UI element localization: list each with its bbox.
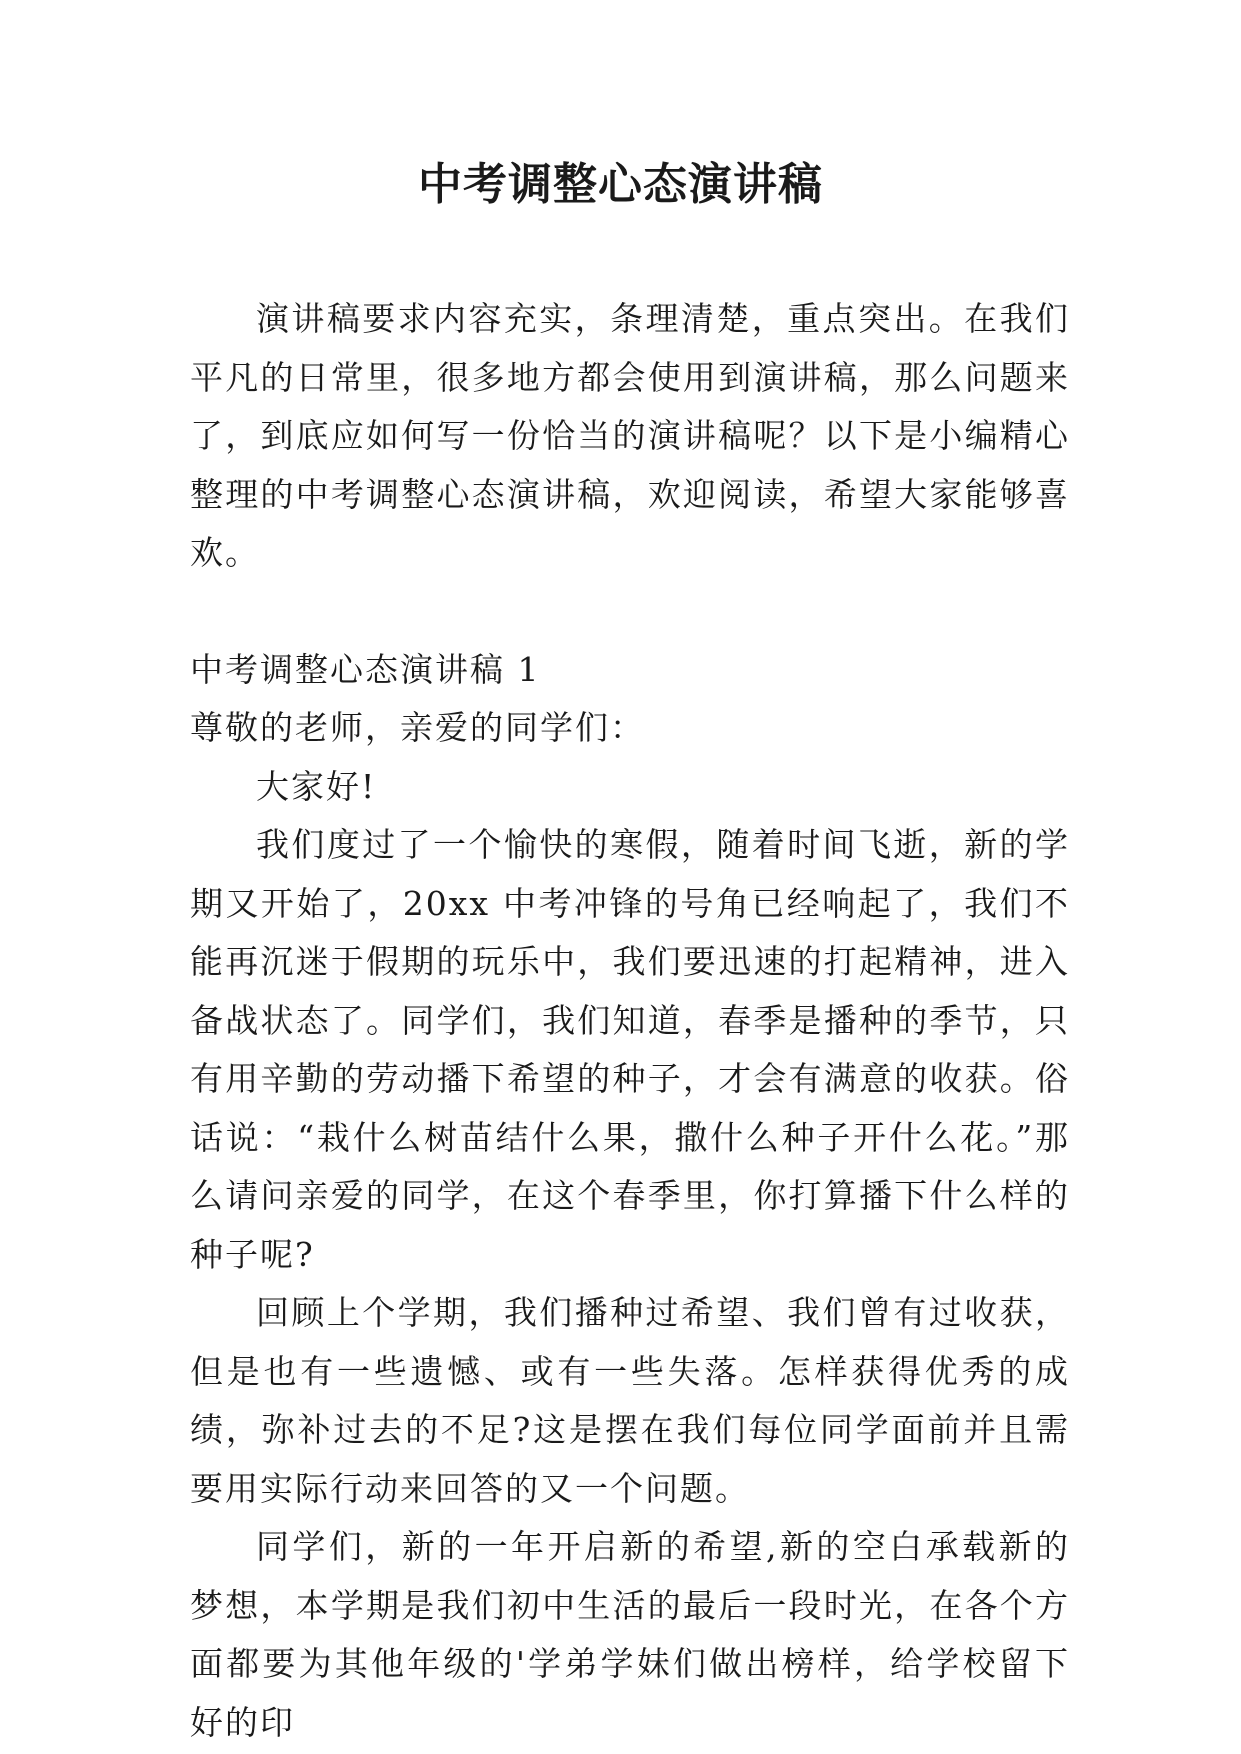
document-title: 中考调整心态演讲稿 (418, 159, 823, 210)
document-body (190, 290, 1070, 1752)
body-paragraph: 回顾上个学期，我们播种过希望、我们曾有过收获，但是也有一些遗憾、或有一些失落。怎样获得优秀的成绩，弥补过去的不足?这是摆在我们每位同学面前并且需要用实际行动来回答的又一个问题。 (190, 1293, 1070, 1508)
section-heading: 中考调整心态演讲稿 1 (190, 649, 541, 689)
body-paragraph: 同学们，新的一年开启新的希望,新的空白承载新的梦想，本学期是我们初中生活的最后一段时光，在各个方面都要为其他年级的'学弟学妹们做出榜样，给学校留下好的印 (190, 1527, 1070, 1742)
paragraph-spacer (190, 583, 1070, 641)
salutation: 尊敬的老师，亲爱的同学们： (190, 708, 645, 747)
body-paragraph: 我们度过了一个愉快的寒假，随着时间飞逝，新的学期又开始了，20xx 中考冲锋的号角已经响起了，我们不能再沉迷于假期的玩乐中，我们要迅速的打起精神，进入备战状态了。同学们，我们知道，春季是播种的季节，只有用辛勤的劳动播下希望的种子，才会有满意的收获。俗话说：“栽什么树苗结什么果，撒什么种子开什么花。”那么请问亲爱的同学，在这个春季里，你打算播下什么样的种子呢? (190, 825, 1070, 1274)
intro-paragraph: 演讲稿要求内容充实，条理清楚，重点突出。在我们平凡的日常里，很多地方都会使用到演讲稿，那么问题来了，到底应如何写一份恰当的演讲稿呢？以下是小编精心整理的中考调整心态演讲稿，欢迎阅读，希望大家能够喜欢。 (190, 299, 1070, 572)
greeting: 大家好! (256, 766, 377, 806)
